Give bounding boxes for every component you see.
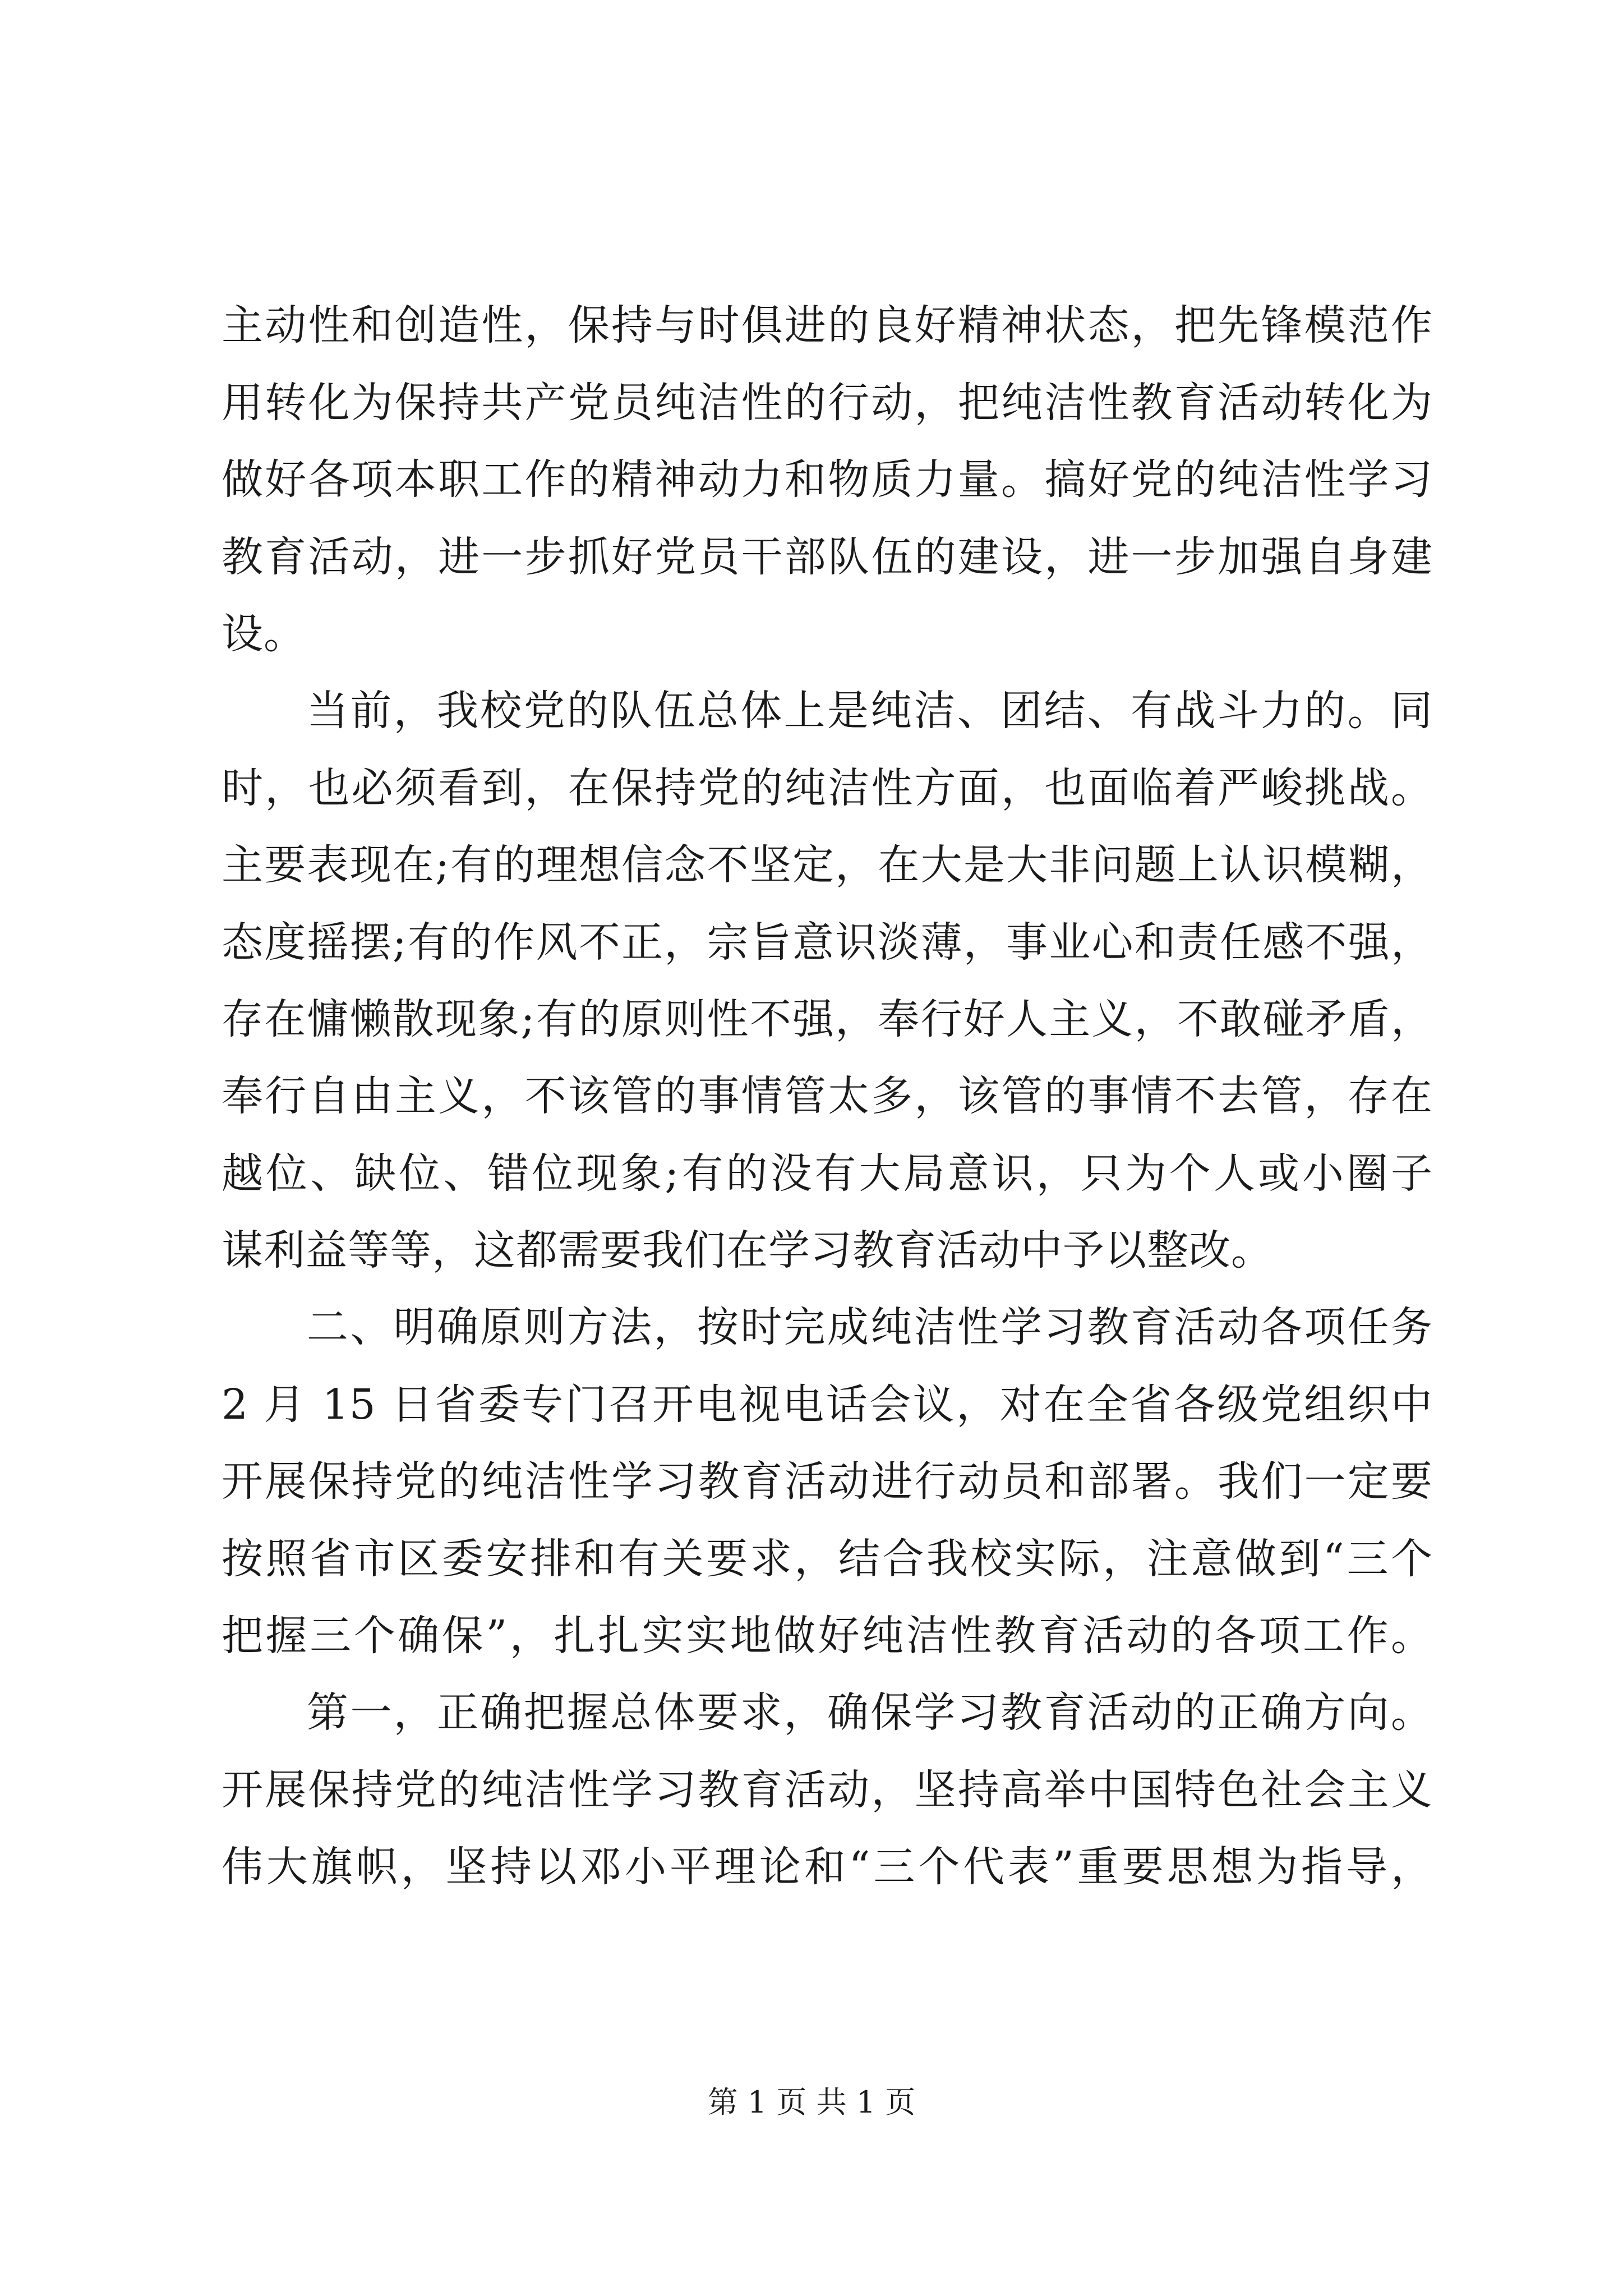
text-line: 奉行自由主义，不该管的事情管太多，该管的事情不去管，存在 — [222, 1072, 1433, 1120]
text-line: 当前，我校党的队伍总体上是纯洁、团结、有战斗力的。同 — [307, 687, 1433, 735]
text-line: 越位、缺位、错位现象;有的没有大局意识，只为个人或小圈子 — [222, 1149, 1433, 1198]
text-line: 把握三个确保”，扎扎实实地做好纯洁性教育活动的各项工作。 — [222, 1612, 1433, 1660]
text-line: 谋利益等等，这都需要我们在学习教育活动中予以整改。 — [222, 1226, 1273, 1274]
text-line: 存在慵懒散现象;有的原则性不强，奉行好人主义，不敢碰矛盾， — [222, 995, 1433, 1043]
text-line: 开展保持党的纯洁性学习教育活动进行动员和部署。我们一定要 — [222, 1457, 1433, 1506]
text-line: 态度摇摆;有的作风不正，宗旨意识淡薄，事业心和责任感不强， — [222, 918, 1433, 967]
text-line: 2 月 15 日省委专门召开电视电话会议，对在全省各级党组织中 — [222, 1381, 1433, 1429]
text-line: 时，也必须看到，在保持党的纯洁性方面，也面临着严峻挑战。 — [222, 764, 1433, 812]
text-line: 设。 — [222, 610, 306, 658]
text-line: 按照省市区委安排和有关要求，结合我校实际，注意做到“三个 — [222, 1535, 1433, 1583]
text-line: 做好各项本职工作的精神动力和物质力量。搞好党的纯洁性学习 — [222, 455, 1433, 504]
section-heading: 二、明确原则方法，按时完成纯洁性学习教育活动各项任务 — [307, 1303, 1433, 1351]
page-footer: 第 1 页 共 1 页 — [707, 2085, 916, 2120]
text-line: 主动性和创造性，保持与时俱进的良好精神状态，把先锋模范作 — [222, 301, 1433, 349]
text-line: 第一，正确把握总体要求，确保学习教育活动的正确方向。 — [307, 1688, 1433, 1737]
text-line: 用转化为保持共产党员纯洁性的行动，把纯洁性教育活动转化为 — [222, 379, 1433, 427]
text-line: 主要表现在;有的理想信念不坚定，在大是大非问题上认识模糊， — [222, 841, 1433, 889]
text-line: 伟大旗帜，坚持以邓小平理论和“三个代表”重要思想为指导， — [222, 1843, 1433, 1891]
text-line: 开展保持党的纯洁性学习教育活动，坚持高举中国特色社会主义 — [222, 1766, 1433, 1814]
text-line: 教育活动，进一步抓好党员干部队伍的建设，进一步加强自身建 — [222, 533, 1433, 581]
